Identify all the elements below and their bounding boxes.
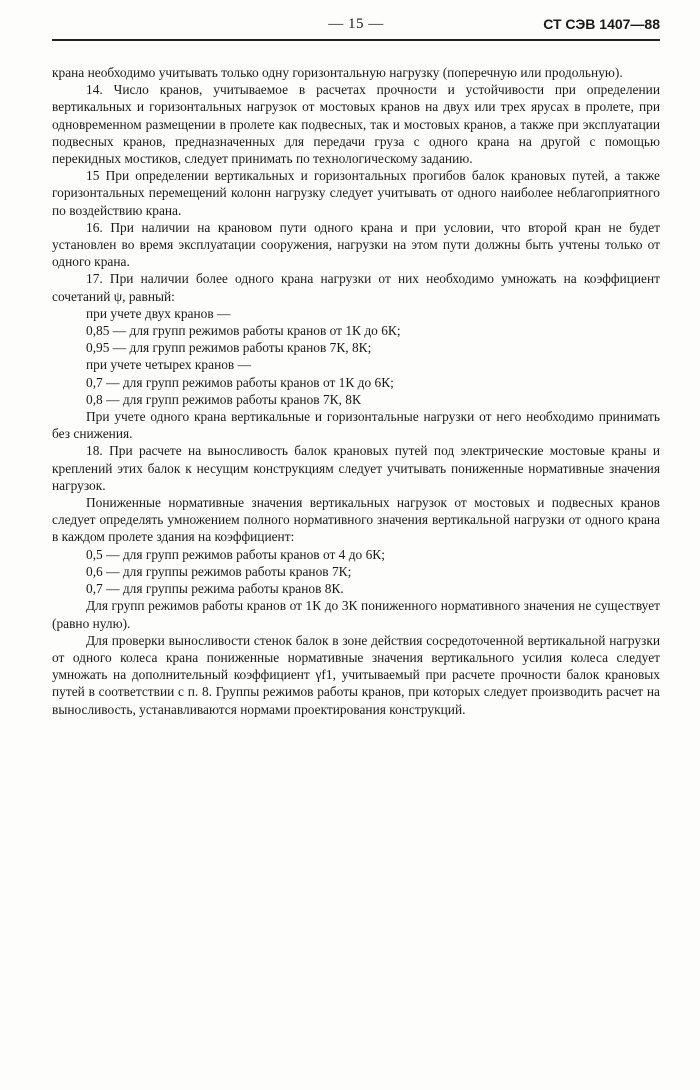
clause-14: 14. Число кранов, учитываемое в расчетах прочности и устойчивости при определении вертикальных и горизонтальных нагрузок от мостовых кранов на двух или трех ярусах в пролете, при одновременном размещении в пролете как подвесных, так и мостовых кранов, а также при эксплуатации подвесных кранов, предназначенных для передачи груза с одного крана на другой с помощью перекидных мостиков, следует принимать по технологическому заданию.	[52, 82, 660, 167]
paragraph-continuation: крана необходимо учитывать только одну горизонтальную нагрузку (поперечную или продольную).	[52, 65, 623, 80]
list-item: 0,85 — для групп режимов работы кранов от 1К до 6К;	[86, 323, 401, 339]
list-item: 0,8 — для групп режимов работы кранов 7К, 8К	[86, 391, 361, 407]
clause-17: 17. При наличии более одного крана нагрузки от них необходимо умножать на коэффициент сочетаний ψ, равный:	[52, 271, 660, 304]
list-item: 0,5 — для групп режимов работы кранов от 4 до 6К;	[86, 546, 385, 562]
clause-16: 16. При наличии на крановом пути одного крана и при условии, что второй кран не будет установлен во время эксплуатации сооружения, нагрузки на этом пути должны быть учтены только от одного крана.	[52, 219, 660, 270]
list-item: 0,7 — для групп режимов работы кранов от 1К до 6К;	[86, 374, 394, 390]
document-body	[52, 64, 660, 718]
paragraph: Для проверки выносливости стенок балок в зоне действия сосредоточенной вертикальной нагрузки от одного колеса крана пониженные нормативные значения вертикального усилия колеса следует умножать на дополнительный коэффициент γf1, учитываемый при расчете прочности балок крановых путей в соответствии с п. 8. Группы режимов работы кранов, при которых следует производить расчет на выносливость, устанавливаются нормами проектирования конструкций.	[52, 632, 660, 717]
list-item: 0,95 — для групп режимов работы кранов 7К, 8К;	[86, 340, 372, 356]
header-divider	[52, 39, 660, 41]
list-item: 0,6 — для группы режимов работы кранов 7К;	[86, 563, 352, 579]
page-number: — 15 —	[328, 16, 384, 32]
list-item: при учете четырех кранов —	[86, 357, 251, 373]
paragraph: Для групп режимов работы кранов от 1К до 3К пониженного нормативного значения не существует (равно нулю).	[52, 598, 660, 631]
list-item: при учете двух кранов —	[86, 305, 231, 321]
page-header	[52, 16, 660, 38]
paragraph: При учете одного крана вертикальные и горизонтальные нагрузки от него необходимо принимать без снижения.	[52, 409, 660, 442]
document-code: СТ СЭВ 1407—88	[543, 16, 660, 32]
clause-18: 18. При расчете на выносливость балок крановых путей под электрические мостовые краны и креплений этих балок к несущим конструкциям следует учитывать пониженные нормативные значения нагрузок.	[52, 443, 660, 493]
paragraph: Пониженные нормативные значения вертикальных нагрузок от мостовых и подвесных кранов следует определять умножением полного нормативного значения вертикальной нагрузки от одного крана в каждом пролете здания на коэффициент:	[52, 495, 660, 545]
list-item: 0,7 — для группы режима работы кранов 8К.	[86, 581, 344, 597]
clause-15: 15 При определении вертикальных и горизонтальных прогибов балок крановых путей, а также горизонтальных перемещений колонн нагрузку следует учитывать от одного наиболее неблагоприятного по воздействию крана.	[52, 168, 660, 218]
